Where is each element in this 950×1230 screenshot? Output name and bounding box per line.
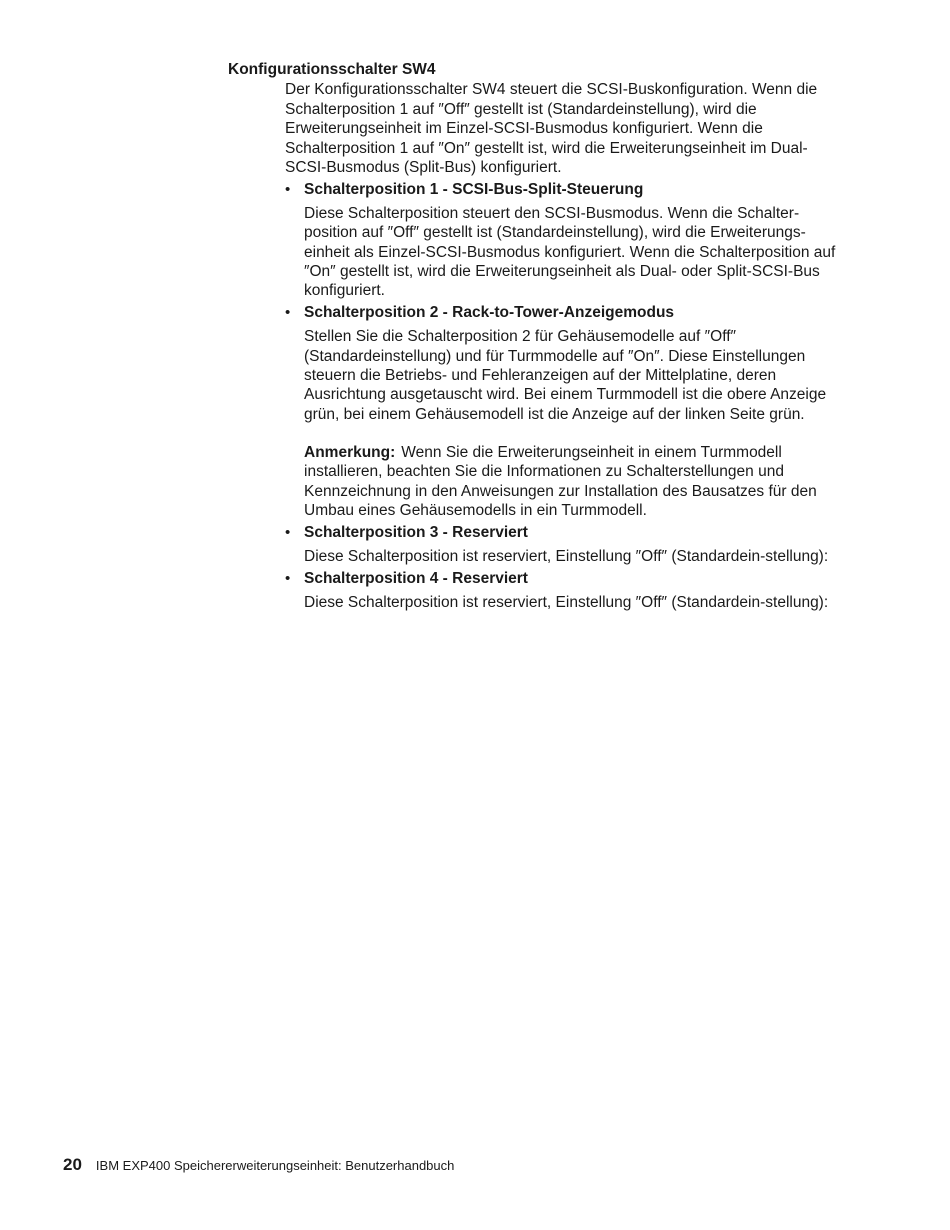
item-description: Diese Schalterposition ist reserviert, Einstellung ″Off″ (Standardein-stellung): (304, 548, 829, 566)
list-item-switch-1 (285, 180, 840, 300)
bullet-icon: • (285, 181, 291, 198)
item-title: Schalterposition 4 - Reserviert (304, 570, 528, 588)
page-number: 20 (63, 1155, 82, 1174)
list-item-switch-4 (285, 569, 840, 612)
item-description: Stellen Sie die Schalterposition 2 für Gehäusemodelle auf ″Off″ (Standardeinstellung) und für Turmmodelle auf ″On″. Diese Einstellungen steuern die Betriebs- und Fehleranzeigen auf der Mittelplatine, deren Ausrichtung ausgetauscht wird. Bei einem Turmmodell ist die obere Anzeige grün, bei einem Gehäusemodell ist die Anzeige auf der linken Seite grün. (304, 328, 827, 423)
item-description: Diese Schalterposition steuert den SCSI-Busmodus. Wenn die Schalter-position auf ″Off″ gestellt ist (Standardeinstellung), wird die Erweiterungs-einheit als Einzel-SCSI-Busmodus konfiguriert. Wenn die Schalterposition auf ″On″ gestellt ist, wird die Erweiterungseinheit als Dual- oder Split-SCSI-Bus konfiguriert. (304, 205, 836, 300)
item-description: Diese Schalterposition ist reserviert, Einstellung ″Off″ (Standardein-stellung): (304, 594, 829, 612)
switch-position-list (285, 180, 840, 616)
page-footer (63, 1155, 454, 1176)
list-item-switch-2 (285, 303, 840, 520)
bullet-icon: • (285, 570, 291, 588)
item-title: Schalterposition 3 - Reserviert (304, 524, 528, 542)
item-title: Schalterposition 2 - Rack-to-Tower-Anzeigemodus (304, 304, 675, 322)
item-title: Schalterposition 1 - SCSI-Bus-Split-Steuerung (304, 181, 644, 198)
section-heading: Konfigurationsschalter SW4 (228, 61, 436, 78)
bullet-icon: • (285, 524, 291, 542)
intro-paragraph: Der Konfigurationsschalter SW4 steuert die SCSI-Buskonfiguration. Wenn die Schalterposition 1 auf ″Off″ gestellt ist (Standardeinstellung), wird die Erweiterungseinheit im Einzel-SCSI-Busmodus konfiguriert. Wenn die Schalterposition 1 auf ″On″ gestellt ist, wird die Erweiterungseinheit im Dual-SCSI-Busmodus (Split-Bus) konfiguriert. (285, 81, 818, 176)
note (304, 443, 840, 520)
book-title: IBM EXP400 Speichererweiterungseinheit: Benutzerhandbuch (95, 1158, 455, 1173)
note-text: Wenn Sie die Erweiterungseinheit in einem Turmmodell installieren, beachten Sie die Informationen zu Schalterstellungen und Kennzeichnung in den Anweisungen zur Installation des Bausatzes für den Umbau eines Gehäusemodells in ein Turmmodell. (304, 443, 817, 519)
list-item-switch-3 (285, 523, 840, 566)
bullet-icon: • (285, 304, 291, 322)
note-label: Anmerkung: (304, 443, 396, 461)
